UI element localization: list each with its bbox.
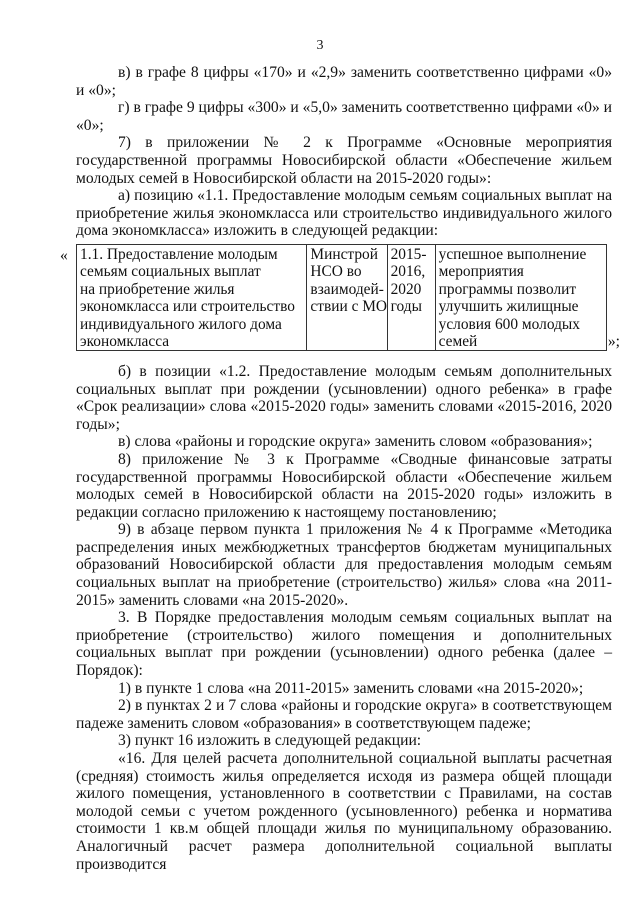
amended-position-table-wrap (60, 244, 620, 351)
paragraph-procedure-2: 2) в пунктах 2 и 7 слова «районы и городские округа» в соответствующем падеже заменить словом «образования» в соответствующем падеже; (76, 697, 612, 732)
cell-line: индивидуального жилого дома (80, 315, 282, 333)
cell-line: ствии с МО (310, 298, 388, 316)
paragraph-point-16: «16. Для целей расчета дополнительной социальной выплаты расчетная (средняя) стоимость жилья определяется исходя из размера общей площади жилого помещения, установленного в соответствии с Правилами, на состав молодой семьи с учетом рожденного (усыновленного) ребенка и норматива стоимости 1 кв.м общей площади жилья по муниципальному образованию. Аналогичный расчет размера дополнительной социальной выплаты производится (76, 750, 612, 873)
cell-executor (307, 244, 387, 350)
paragraph-7-appendix-2: 7) в приложении № 2 к Программе «Основные мероприятия государственной программы Новосибирской области «Обеспечение жильем молодых семей в Новосибирской области на 2015-2020 годы»: (76, 134, 612, 187)
paragraph-a-position-1-1: а) позицию «1.1. Предоставление молодым семьям социальных выплат на приобретение жилья экономкласса или строительство индивидуального жилого дома экономкласса» изложить в следующей редакции: (76, 187, 612, 240)
cell-line: улучшить жилищные (438, 298, 579, 316)
cell-line: экономкласса (80, 332, 170, 350)
cell-line: Минстрой (310, 245, 378, 263)
cell-measure (77, 244, 307, 350)
table-row (77, 244, 607, 350)
page-number: 3 (316, 38, 324, 53)
paragraph-9-appendix-4: 9) в абзаце первом пункта 1 приложения № 4 к Программе «Методика распределения иных межбюджетных трансфертов бюджетам муниципальных образований Новосибирской области для предоставления молодым семьям социальных выплат на приобретение (строительство) жилья» слова «на 2011-2015» заменить словами «на 2015-2020». (76, 521, 612, 609)
cell-line: экономкласса или строительство (80, 298, 295, 316)
cell-line: 2020 (390, 280, 422, 298)
paragraph-v-words-replace: в) слова «районы и городские округа» заменить словом «образования»; (118, 433, 593, 451)
document-body (60, 64, 620, 873)
cell-line: взаимодей- (310, 280, 384, 298)
paragraph-v-graph-8: в) в графе 8 цифры «170» и «2,9» заменить соответственно цифрами «0» и «0»; (76, 64, 612, 99)
cell-line: семей (438, 332, 478, 350)
paragraph-g-graph-9: г) в графе 9 цифры «300» и «5,0» заменить соответственно цифрами «0» и «0»; (76, 99, 612, 134)
cell-line: 2015- (390, 245, 427, 263)
paragraph-3-procedure: 3. В Порядке предоставления молодым семьям социальных выплат на приобретение (строительство) жилого помещения и дополнительных социальных выплат при рождении (усыновлении) одного ребенка (далее – Порядок): (76, 609, 612, 680)
cell-line: годы (390, 298, 422, 316)
cell-line: на приобретение жилья (80, 280, 235, 298)
paragraph-procedure-1: 1) в пункте 1 слова «на 2011-2015» заменить словами «на 2015-2020»; (118, 679, 584, 697)
cell-period (387, 244, 435, 350)
amended-position-table (76, 244, 607, 351)
paragraph-b-position-1-2: б) в позиции «1.2. Предоставление молодым семьям дополнительных социальных выплат при рождении (усыновлении) одного ребенка» в графе «Срок реализации» слова «2015-2020 годы» заменить словами «2015-2016, 2020 годы»; (76, 362, 612, 433)
paragraph-procedure-3: 3) пункт 16 изложить в следующей редакции: (118, 732, 422, 750)
cell-line: 1.1. Предоставление молодым (80, 245, 278, 263)
cell-line: условия 600 молодых (438, 315, 580, 333)
cell-line: программы позволит (438, 280, 577, 298)
cell-result (435, 244, 606, 350)
cell-line: мероприятия (438, 263, 524, 281)
paragraph-8-appendix-3: 8) приложение № 3 к Программе «Сводные финансовые затраты государственной программы Новосибирской области «Обеспечение жильем молодых семей в Новосибирской области на 2015-2020 годы» изложить в редакции согласно приложению к настоящему постановлению; (76, 450, 612, 521)
cell-line: семьям социальных выплат (80, 263, 261, 281)
cell-line: НСО во (310, 263, 362, 281)
cell-line: 2016, (390, 263, 426, 281)
cell-line: успешное выполнение (438, 245, 587, 263)
opening-quote: « (60, 246, 68, 264)
closing-quote: »; (607, 333, 620, 351)
